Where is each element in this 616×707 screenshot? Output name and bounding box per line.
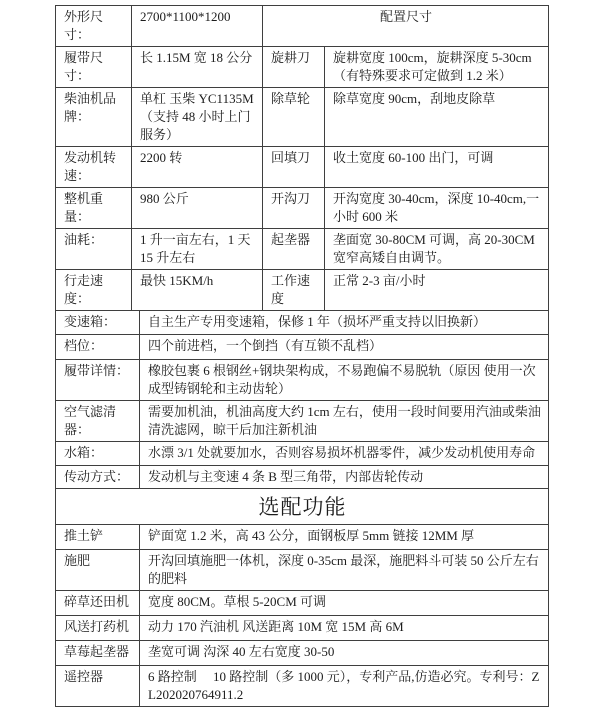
part-name: 开沟刀 — [263, 188, 325, 229]
table-row — [56, 270, 549, 311]
part-name: 起垄器 — [263, 229, 325, 270]
spec-label: 遥控器 — [56, 666, 140, 707]
part-name: 工作速度 — [263, 270, 325, 311]
table-row — [56, 442, 549, 466]
spec-value: 2200 转 — [132, 147, 263, 188]
part-desc: 开沟宽度 30-40cm，深度 10-40cm,一小时 600 米 — [325, 188, 549, 229]
table-row — [56, 6, 549, 47]
spec-label: 空气滤清器： — [56, 401, 140, 442]
spec-value: 发动机与主变速 4 条 B 型三角带，内部齿轮传动 — [140, 466, 549, 489]
spec-label: 碎草还田机 — [56, 591, 140, 616]
spec-value: 980 公斤 — [132, 188, 263, 229]
spec-label: 履带尺寸： — [56, 47, 132, 88]
table-row — [56, 641, 549, 666]
part-desc: 除草宽度 90cm，刮地皮除草 — [325, 88, 549, 147]
part-desc: 垄面宽 30-80CM 可调，高 20-30CM 宽窄高矮自由调节。 — [325, 229, 549, 270]
spec-value: 自主生产专用变速箱，保修 1 年（损坏严重支持以旧换新） — [140, 311, 549, 335]
part-name: 回填刀 — [263, 147, 325, 188]
table-row — [56, 147, 549, 188]
spec-value: 2700*1100*1200 — [132, 6, 263, 47]
section-title: 选配功能 — [56, 489, 549, 525]
spec-label: 传动方式： — [56, 466, 140, 489]
spec-value: 6 路控制 10 路控制（多 1000 元），专利产品,仿造必究。专利号：ZL202020764911.2 — [140, 666, 549, 707]
spec-value: 宽度 80CM。草根 5-20CM 可调 — [140, 591, 549, 616]
part-name: 除草轮 — [263, 88, 325, 147]
table-row — [56, 466, 549, 489]
spec-value: 最快 15KM/h — [132, 270, 263, 311]
spec-value: 1 升一亩左右，1 天 15 升左右 — [132, 229, 263, 270]
spec-value: 单杠 玉柴 YC1135M（支持 48 小时上门服务） — [132, 88, 263, 147]
spec-label: 档位： — [56, 335, 140, 360]
spec-value: 橡胶包裹 6 根钢丝+钢块架构成，不易跑偏不易脱轨（原因 使用一次成型铸钢轮和主动齿轮） — [140, 360, 549, 401]
part-desc: 收土宽度 60-100 出门，可调 — [325, 147, 549, 188]
part-name: 旋耕刀 — [263, 47, 325, 88]
spec-label: 施肥 — [56, 550, 140, 591]
spec-value: 动力 170 汽油机 风送距离 10M 宽 15M 高 6M — [140, 616, 549, 641]
table-row — [56, 360, 549, 401]
spec-value: 开沟回填施肥一体机，深度 0-35cm 最深，施肥料斗可装 50 公斤左右的肥料 — [140, 550, 549, 591]
table-row — [56, 88, 549, 147]
table-row — [56, 47, 549, 88]
spec-value: 铲面宽 1.2 米，高 43 公分，面钢板厚 5mm 链接 12MM 厚 — [140, 525, 549, 550]
spec-label: 油耗： — [56, 229, 132, 270]
part-desc: 旋耕宽度 100cm，旋耕深度 5-30cm（有特殊要求可定做到 1.2 米） — [325, 47, 549, 88]
spec-sheet — [55, 5, 548, 707]
spec-label: 发动机转速： — [56, 147, 132, 188]
table-row — [56, 666, 549, 707]
section-header-row — [56, 489, 549, 525]
spec-value: 需要加机油，机油高度大约 1cm 左右，使用一段时间要用汽油或柴油清洗滤网，晾干后加注新机油 — [140, 401, 549, 442]
spec-value: 垄宽可调 沟深 40 左右宽度 30-50 — [140, 641, 549, 666]
spec-label: 变速箱： — [56, 311, 140, 335]
spec-label: 履带详情： — [56, 360, 140, 401]
spec-label: 柴油机品牌： — [56, 88, 132, 147]
spec-label: 行走速度： — [56, 270, 132, 311]
spec-label: 推土铲 — [56, 525, 140, 550]
table-row — [56, 591, 549, 616]
spec-value: 长 1.15M 宽 18 公分 — [132, 47, 263, 88]
table-row — [56, 311, 549, 335]
detail-table — [55, 310, 549, 707]
table-row — [56, 335, 549, 360]
spec-value: 四个前进档，一个倒挡（有互锁不乱档） — [140, 335, 549, 360]
spec-label: 风送打药机 — [56, 616, 140, 641]
spec-label: 整机重量： — [56, 188, 132, 229]
table-row — [56, 525, 549, 550]
spec-label: 草莓起垄器 — [56, 641, 140, 666]
spec-label: 外形尺寸： — [56, 6, 132, 47]
spec-table — [55, 5, 549, 311]
config-header: 配置尺寸 — [263, 6, 549, 47]
table-row — [56, 401, 549, 442]
table-row — [56, 550, 549, 591]
table-row — [56, 229, 549, 270]
part-desc: 正常 2-3 亩/小时 — [325, 270, 549, 311]
spec-value: 水漂 3/1 处就要加水，否则容易损坏机器零件，减少发动机使用寿命 — [140, 442, 549, 466]
spec-label: 水箱： — [56, 442, 140, 466]
table-row — [56, 188, 549, 229]
table-row — [56, 616, 549, 641]
